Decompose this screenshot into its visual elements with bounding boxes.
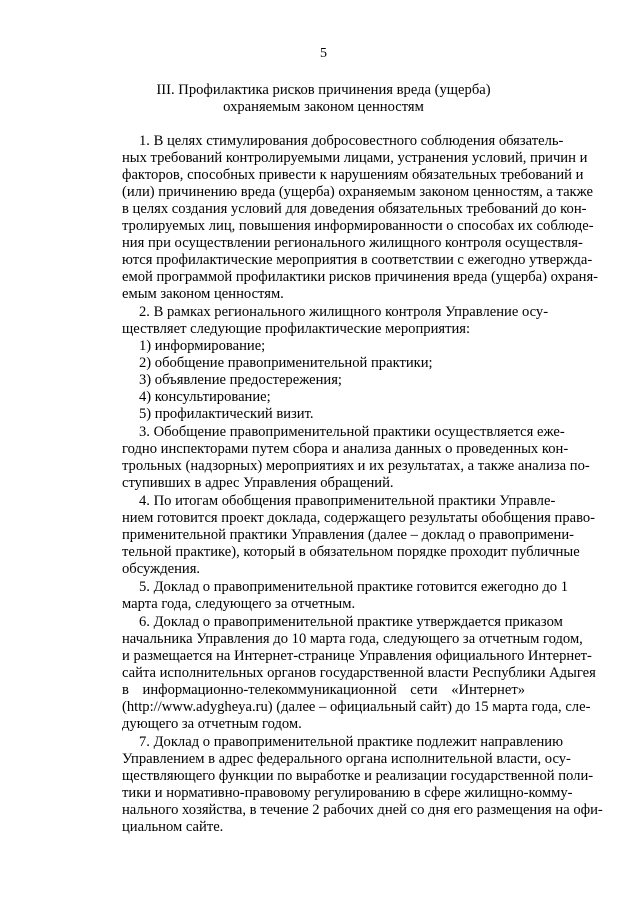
section-heading-line-1: III. Профилактика рисков причинения вреда (ущерба) — [156, 82, 491, 98]
page-number: 5 — [320, 46, 327, 61]
text-line: в информационно-телекоммуникационной сети «Интернет» — [122, 682, 525, 698]
text-line: 5. Доклад о правоприменительной практике готовится ежегодно до 1 — [139, 579, 569, 595]
list-item: 4) консультирование; — [139, 389, 271, 405]
text-line: тики и нормативно-правовому регулированию в сфере жилищно-комму- — [122, 785, 573, 801]
text-line: 3. Обобщение правоприменительной практики осуществляется еже- — [139, 424, 565, 440]
text-line: нального хозяйства, в течение 2 рабочих дней со дня его размещения на офи- — [122, 802, 603, 818]
text-line: 7. Доклад о правоприменительной практике подлежит направлению — [139, 734, 563, 750]
text-line: в целях создания условий для доведения обязательных требований до кон- — [122, 201, 587, 217]
text-line: ных требований контролируемыми лицами, устранения условий, причин и — [122, 150, 588, 166]
list-item: 5) профилактический визит. — [139, 406, 314, 422]
text-line: дующего за отчетным годом. — [122, 716, 302, 732]
list-item: 2) обобщение правоприменительной практики; — [139, 355, 433, 371]
text-line: применительной практики Управления (далее – доклад о правопримени- — [122, 527, 574, 543]
text-line: ществляющего функции по выработке и реализации государственной поли- — [122, 768, 594, 784]
text-line: циальном сайте. — [122, 819, 224, 835]
text-line: ступивших в адрес Управления обращений. — [122, 475, 394, 491]
text-line: сайта исполнительных органов государственной власти Республики Адыгея — [122, 665, 596, 681]
text-line: и размещается на Интернет-странице Управления официального Интернет- — [122, 648, 592, 664]
text-line: факторов, способных привести к нарушениям обязательных требований и — [122, 167, 584, 183]
text-line: емой программой профилактики рисков причинения вреда (ущерба) охраня- — [122, 269, 599, 285]
text-line: годно инспекторами путем сбора и анализа данных о проведенных кон- — [122, 441, 569, 457]
text-line: емым законом ценностям. — [122, 286, 284, 302]
text-line: обсуждения. — [122, 561, 201, 577]
text-line: 4. По итогам обобщения правоприменительной практики Управле- — [139, 493, 556, 509]
text-line: (http://www.adygheya.ru) (далее – официальный сайт) до 15 марта года, сле- — [122, 699, 591, 715]
text-line: ния при осуществлении регионального жилищного контроля осуществля- — [122, 235, 583, 251]
text-line: нием готовится проект доклада, содержащего результаты обобщения право- — [122, 510, 596, 526]
text-line: ются профилактические мероприятия в соответствии с ежегодно утвержда- — [122, 252, 593, 268]
text-line: трольных (надзорных) мероприятиях и их результатах, а также анализа по- — [122, 458, 590, 474]
section-heading-line-2: охраняемым законом ценностям — [223, 99, 424, 115]
text-line: тролируемых лиц, повышения информированности о способах их соблюде- — [122, 218, 594, 234]
list-item: 3) объявление предостережения; — [139, 372, 342, 388]
text-line: 1. В целях стимулирования добросовестного соблюдения обязатель- — [139, 133, 564, 149]
text-line: (или) причинению вреда (ущерба) охраняемым законом ценностям, а также — [122, 184, 594, 200]
text-line: ществляет следующие профилактические мероприятия: — [122, 321, 471, 337]
text-line: тельной практике), который в обязательном порядке проходит публичные — [122, 544, 580, 560]
text-line: начальника Управления до 10 марта года, следующего за отчетным годом, — [122, 631, 583, 647]
text-line: Управлением в адрес федерального органа исполнительной власти, осу- — [122, 751, 571, 767]
text-line: марта года, следующего за отчетным. — [122, 596, 356, 612]
text-line: 2. В рамках регионального жилищного контроля Управление осу- — [139, 304, 549, 320]
list-item: 1) информирование; — [139, 338, 266, 354]
text-line: 6. Доклад о правоприменительной практике утверждается приказом — [139, 614, 563, 630]
